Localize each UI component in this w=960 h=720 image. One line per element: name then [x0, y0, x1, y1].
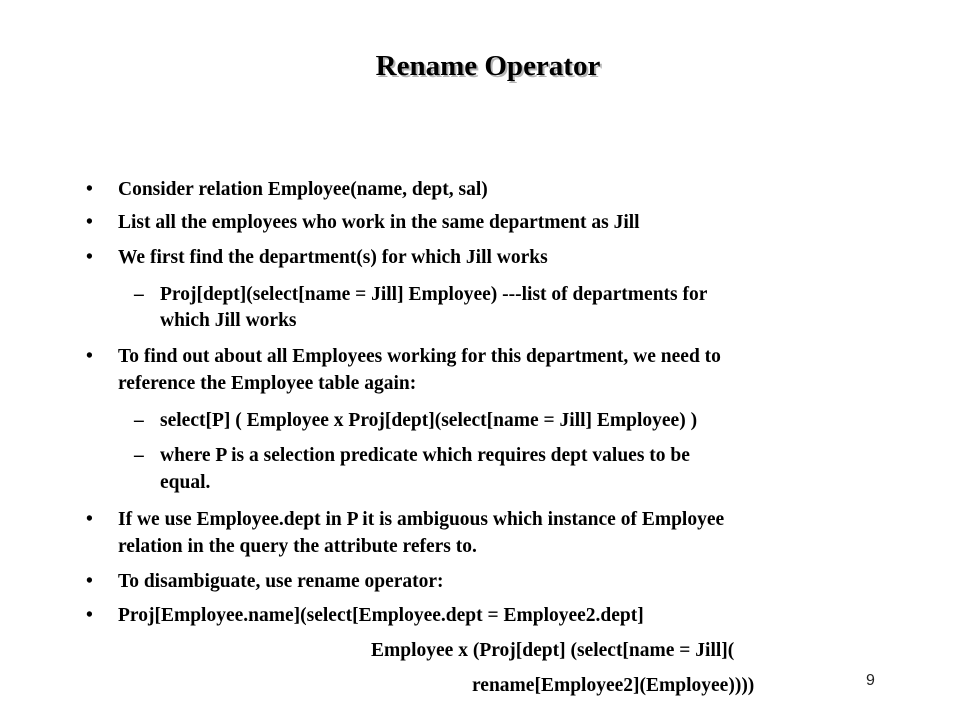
sub-bullet-text: select[P] ( Employee x Proj[dept](select[name = Jill] Employee) ): [160, 410, 698, 431]
sub-bullet-text: where P is a selection predicate which requires dept values to be: [160, 445, 690, 466]
bullet-text: To find out about all Employees working for this department, we need to: [118, 346, 721, 367]
bullet-text: If we use Employee.dept in P it is ambiguous which instance of Employee: [118, 509, 725, 530]
slide-title: Rename Operator: [375, 50, 601, 82]
bullet-icon: •: [86, 247, 93, 268]
dash-icon: –: [134, 445, 144, 466]
bullet-text: To disambiguate, use rename operator:: [118, 571, 444, 592]
bullet-icon: •: [86, 571, 93, 592]
bullet-text: We first find the department(s) for which Jill works: [118, 247, 548, 268]
bullet-icon: •: [86, 179, 93, 200]
dash-icon: –: [134, 410, 144, 431]
dash-icon: –: [134, 284, 144, 305]
bullet-text-continued: reference the Employee table again:: [118, 373, 417, 394]
bullet-icon: •: [86, 509, 93, 530]
bullet-icon: •: [86, 346, 93, 367]
bullet-text: Consider relation Employee(name, dept, sal): [118, 179, 488, 200]
sub-bullet-text-continued: which Jill works: [160, 310, 297, 331]
bullet-icon: •: [86, 212, 93, 233]
bullet-text: List all the employees who work in the same department as Jill: [118, 212, 640, 233]
page-number: 9: [866, 672, 875, 689]
bullet-text-continued: rename[Employee2](Employee)))): [472, 675, 755, 696]
bullet-icon: •: [86, 605, 93, 626]
sub-bullet-text: Proj[dept](select[name = Jill] Employee) ---list of departments for: [160, 284, 708, 305]
bullet-text-continued: Employee x (Proj[dept] (select[name = Jill](: [371, 640, 735, 661]
bullet-text: Proj[Employee.name](select[Employee.dept = Employee2.dept]: [118, 605, 644, 626]
sub-bullet-text-continued: equal.: [160, 472, 211, 493]
bullet-text-continued: relation in the query the attribute refers to.: [118, 536, 477, 557]
